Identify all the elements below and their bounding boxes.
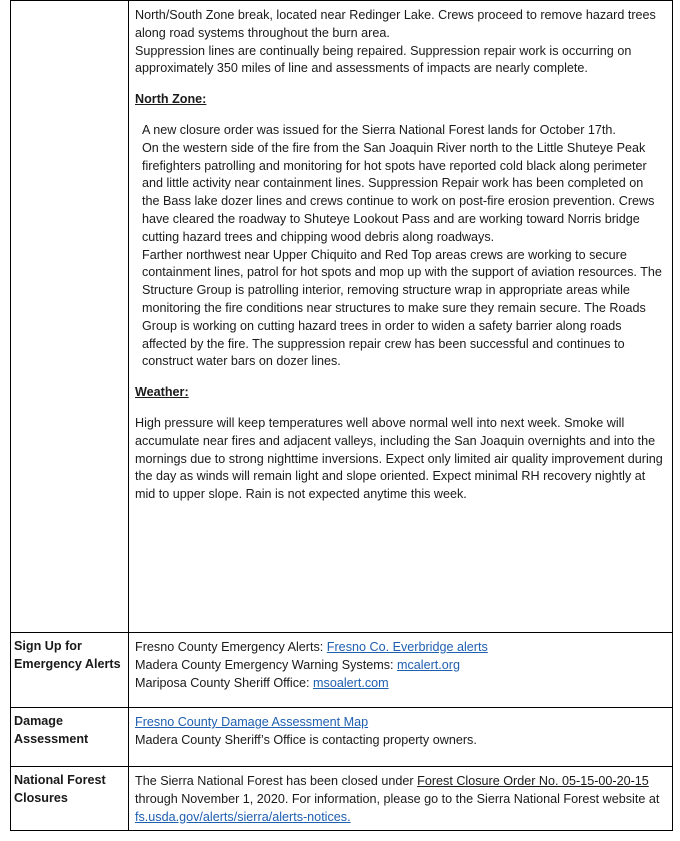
- damage-row: [11, 708, 673, 767]
- alerts-row: [11, 633, 673, 708]
- damage-content-cell: [129, 708, 673, 767]
- forest-label: National Forest Closures: [11, 767, 129, 831]
- alerts-content-cell: [129, 633, 673, 708]
- north-zone-paragraph-2: On the western side of the fire from the San Joaquin River north to the Little Shuteye Peak firefighters patrolling and monitoring for hot spots have reported cold black along perimeter and little activity near containment lines. Suppression Repair work has been completed on the Bass lake dozer lines and crews continue to work on post-fire erosion prevention. Crews have cleared the roadway to Shuteye Lookout Pass and are working toward Norris bridge cutting hazard trees and chipping wood debris along roadways.: [142, 140, 655, 244]
- mariposa-alerts-line: [135, 675, 666, 693]
- intro-paragraph-1: North/South Zone break, located near Redinger Lake. Crews proceed to remove hazard trees along road systems throughout the burn area.: [135, 8, 656, 40]
- weather-heading: Weather:: [135, 385, 189, 400]
- mcalert-link[interactable]: mcalert.org: [397, 657, 461, 672]
- north-zone-paragraph-3: Farther northwest near Upper Chiquito and Red Top areas crews are working to secure containment lines, patrol for hot spots and mop up with the support of aviation resources. The Structure Group is patrolling interior, removing structure wrap in appropriate areas while monitoring the fire conditions near structures to make sure they remain secure. The Roads Group is working on cutting hazard trees in order to widen a safety barrier along roads affected by the fire. The suppression repair crew has been successful and continues to construct water bars on dozer lines.: [142, 247, 662, 369]
- alerts-label: Sign Up for Emergency Alerts: [11, 633, 129, 708]
- north-zone-paragraph-1: A new closure order was issued for the Sierra National Forest lands for October 17th.: [142, 122, 616, 137]
- update-label-cell: [11, 1, 129, 633]
- forest-text-1: The Sierra National Forest has been closed under: [135, 774, 418, 788]
- forest-row: [11, 767, 673, 831]
- msoalert-link[interactable]: msoalert.com: [313, 675, 389, 690]
- usda-alerts-link[interactable]: fs.usda.gov/alerts/sierra/alerts-notices.: [135, 809, 351, 824]
- fresno-alerts-text: Fresno County Emergency Alerts:: [135, 640, 327, 654]
- madera-alerts-text: Madera County Emergency Warning Systems:: [135, 657, 398, 672]
- madera-alerts-line: [135, 657, 666, 675]
- madera-damage-text: Madera County Sheriff’s Office is contacting property owners.: [135, 732, 477, 747]
- update-row: [11, 1, 673, 633]
- closure-order-link[interactable]: Forest Closure Order No. 05-15-00-20-15: [417, 774, 649, 788]
- forest-closure-paragraph: [135, 773, 666, 826]
- weather-paragraph: High pressure will keep temperatures well above normal well into next week. Smoke will accumulate near fires and adjacent valleys, including the San Joaquin overnights and into the mornings due to strong nighttime inversions. Expect only limited air quality improvement during the day as winds will remain light and slope oriented. Expect minimal RH recovery nightly at mid to upper slope. Rain is not expected anytime this week.: [135, 415, 663, 502]
- forest-text-2: through November 1, 2020. For information, please go to the Sierra National Forest website at: [135, 791, 660, 806]
- damage-map-line: [135, 714, 666, 732]
- fresno-everbridge-link[interactable]: Fresno Co. Everbridge alerts: [326, 640, 488, 654]
- north-zone-heading: North Zone:: [135, 92, 207, 107]
- intro-paragraph-2: Suppression lines are continually being repaired. Suppression repair work is occurring on approximately 350 miles of line and assessments of impacts are nearly complete.: [135, 43, 632, 76]
- damage-map-link[interactable]: Fresno County Damage Assessment Map: [135, 715, 369, 729]
- forest-content-cell: [129, 767, 673, 831]
- fresno-alerts-line: [135, 639, 666, 657]
- fire-update-table: [10, 0, 673, 831]
- north-zone-section: [135, 122, 666, 371]
- document-page: [10, 0, 672, 830]
- damage-label: Damage Assessment: [11, 708, 129, 767]
- mariposa-alerts-text: Mariposa County Sheriff Office:: [135, 675, 314, 690]
- update-content-cell: [129, 1, 673, 633]
